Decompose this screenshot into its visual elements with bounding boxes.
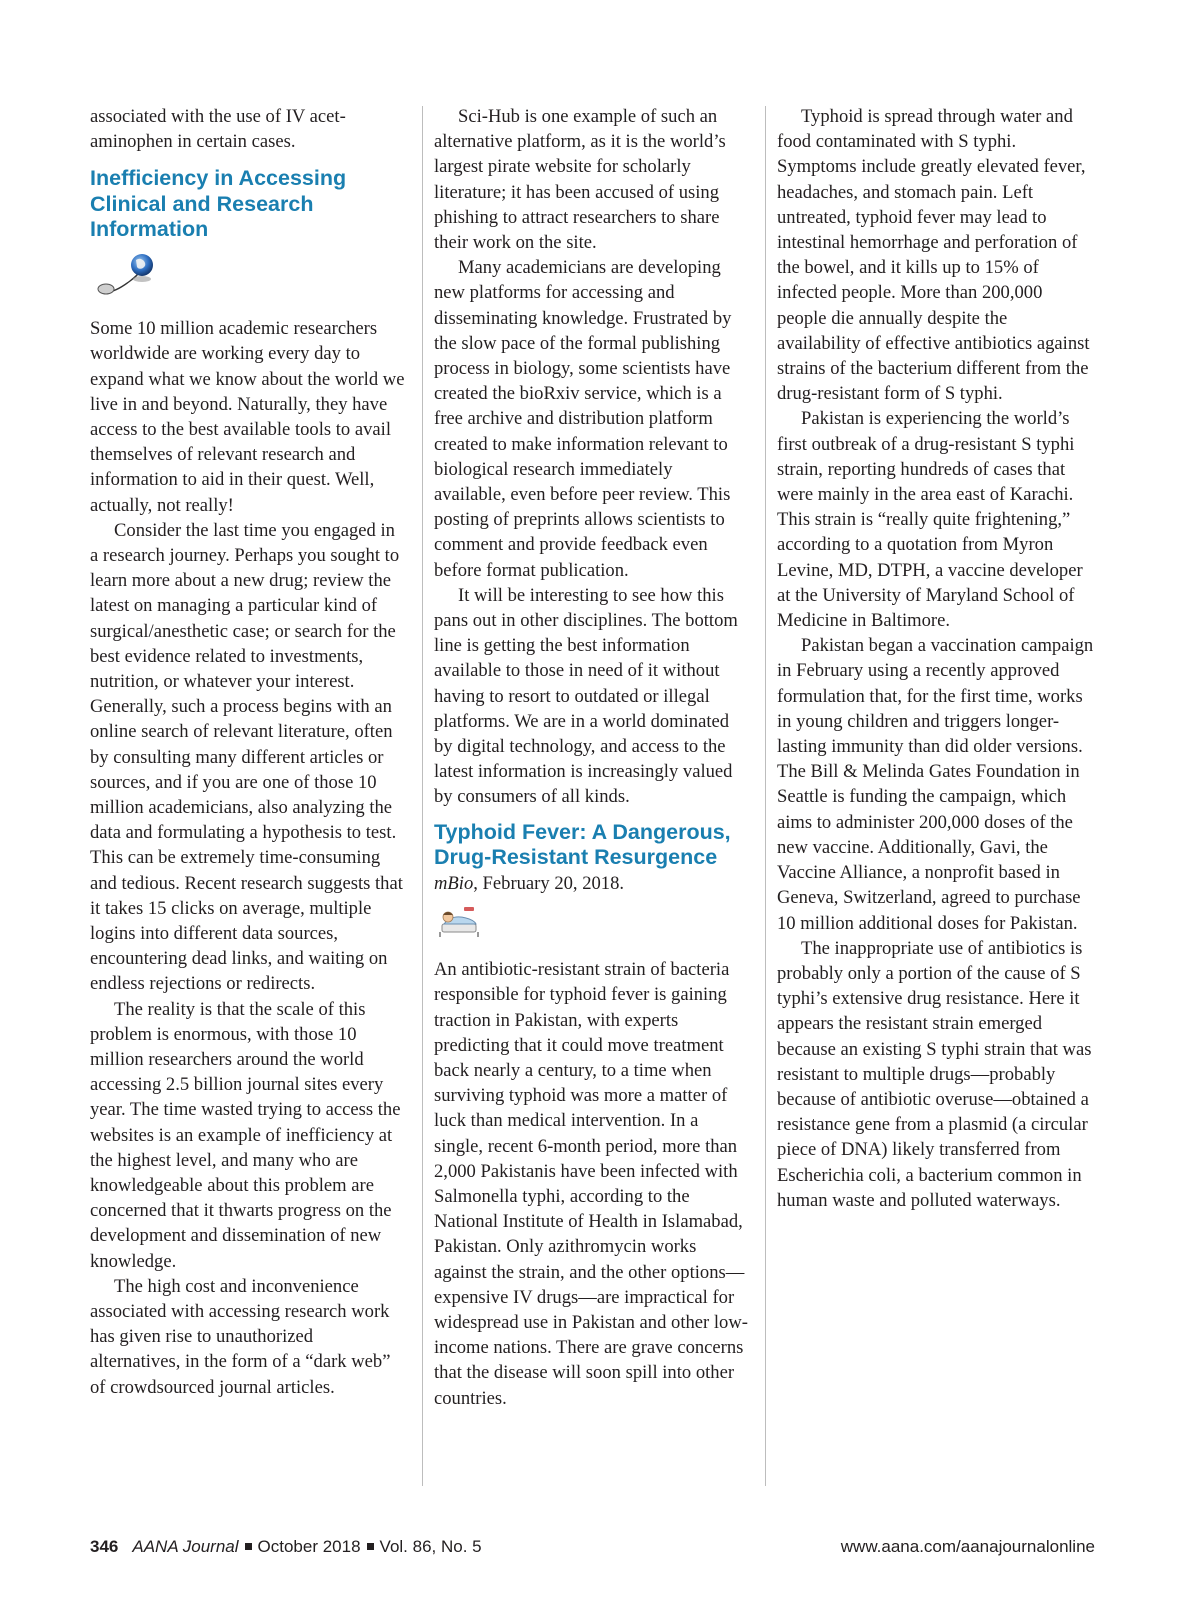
paragraph: The reality is that the scale of this problem is enormous, with those 10 million researchers around the world accessing 2.5 billion journal sites every year. The time wasted trying to access the websites is an example of inefficiency at the highest level, and many who are knowledgeable about this problem are concerned that it thwarts progress on the development and dissemination of new knowledge. bbox=[90, 998, 401, 1272]
column-1 bbox=[90, 104, 406, 1400]
source-journal: mBio bbox=[434, 872, 474, 894]
paragraph: The high cost and inconvenience associated with accessing research work has given rise to unauthorized alternatives, in the form of a “dark web” of crowdsourced journal articles. bbox=[90, 1275, 391, 1398]
section-heading-inefficiency: Inefficiency in Accessing Clinical and Research Information bbox=[90, 166, 347, 242]
column-3 bbox=[777, 104, 1095, 1213]
source-citation bbox=[434, 871, 748, 896]
paragraph: Consider the last time you engaged in a research journey. Perhaps you sought to learn more about a new drug; review the latest on managing a particular kind of surgical/anesthetic case; or search for the best evidence related to investments, nutrition, or whatever your interest. Generally, such a process begins with an online search of relevant literature, often by consulting many different articles or sources, and if you are one of those 10 million academicians, also analyzing the data and formulating a hypothesis to test. This can be extremely time-consuming and tedious. Recent research suggests that it takes 15 clicks on average, multiple logins into different data sources, encountering dead links, and waiting on endless rejections or redirects. bbox=[90, 519, 403, 995]
column-divider bbox=[422, 106, 423, 1486]
globe-mouse-icon bbox=[96, 251, 406, 304]
volume-issue: Vol. 86, No. 5 bbox=[379, 1537, 482, 1556]
source-date: , February 20, 2018. bbox=[473, 872, 625, 894]
column-2 bbox=[434, 104, 748, 1411]
paragraph: Pakistan is experiencing the world’s first outbreak of a drug-resistant S typhi strain, reporting hundreds of cases that were mainly in the area east of Karachi. This strain is “really quite frightening,” according to a quotation from Myron Levine, MD, DTPH, a vaccine developer at the University of Maryland School of Medicine in Baltimore. bbox=[777, 408, 1083, 632]
paragraph: It will be interesting to see how this pans out in other disciplines. The bottom line is getting the best information available to those in need of it without having to resort to outdated or illegal platforms. We are in a world dominated by digital technology, and access to the latest information is increasingly valued by consumers of all kinds. bbox=[434, 584, 738, 808]
separator-square bbox=[367, 1543, 374, 1550]
page-footer bbox=[90, 1537, 1095, 1561]
sick-patient-icon bbox=[438, 904, 748, 945]
footer-citation bbox=[90, 1537, 482, 1557]
page-number: 346 bbox=[90, 1537, 119, 1556]
paragraph: Many academicians are developing new platforms for accessing and disseminating knowledge. Frustrated by the slow pace of the formal publishing process in biology, some scientists have created the bioRxiv service, which is a free archive and distribution platform created to make information relevant to biological research immediately available, even before peer review. This posting of preprints allows scientists to comment and provide feedback even before format publication. bbox=[434, 257, 732, 581]
paragraph: Some 10 million academic researchers worldwide are working every day to expand what we know about the world we live in and beyond. Naturally, they have access to the best available tools to avail themselves of relevant research and information to aid in their quest. Well, actually, not really! bbox=[90, 318, 405, 516]
paragraph: The inappropriate use of antibiotics is probably only a portion of the cause of S typhi’s extensive drug resistance. Here it appears the resistant strain emerged because an existing S typhi strain that was resistant to multiple drugs—probably because of antibiotic overuse—obtained a resistance gene from a plasmid (a circular piece of DNA) likely transferred from Escherichia coli, a bacterium common in human waste and polluted waterways. bbox=[777, 937, 1092, 1211]
issue-date: October 2018 bbox=[257, 1537, 361, 1556]
journal-name: AANA Journal bbox=[132, 1537, 239, 1556]
paragraph: An antibiotic-resistant strain of bacteria responsible for typhoid fever is gaining traction in Pakistan, with experts predicting that it could move treatment back nearly a century, to a time when surviving typhoid was more a matter of luck than medical intervention. In a single, recent 6-month period, more than 2,000 Pakistanis have been infected with Salmonella typhi, according to the National Institute of Health in Islamabad, Pakistan. Only azithromycin works against the strain, and the other options—expensive IV drugs—are impractical for widespread use in Pakistan and other low-income nations. There are grave concerns that the disease will soon spill into other countries. bbox=[434, 959, 748, 1409]
paragraph: Typhoid is spread through water and food contaminated with S typhi. Symptoms include greatly elevated fever, headaches, and stomach pain. Left untreated, typhoid fever may lead to intestinal hemorrhage and perforation of the bowel, and it kills up to 15% of infected people. More than 200,000 people die annually despite the availability of effective antibiotics against strains of the bacterium different from the drug-resistant form of S typhi. bbox=[777, 106, 1090, 405]
separator-square bbox=[245, 1543, 252, 1550]
journal-url[interactable]: www.aana.com/aanajournalonline bbox=[840, 1537, 1095, 1556]
column-divider bbox=[765, 106, 766, 1486]
paragraph: Sci-Hub is one example of such an alternative platform, as it is the world’s largest pirate website for scholarly literature; it has been accused of using phishing to attract researchers to share their work on the site. bbox=[434, 106, 726, 254]
lead-fragment: associated with the use of IV acetaminophen in certain cases. bbox=[90, 106, 346, 153]
section-heading-typhoid: Typhoid Fever: A Dangerous, Drug-Resistant Resurgence bbox=[434, 819, 731, 870]
paragraph: Pakistan began a vaccination campaign in February using a recently approved formulation that, for the first time, works in young children and triggers longer-lasting immunity than did older versions. The Bill & Melinda Gates Foundation in Seattle is funding the campaign, which aims to administer 200,000 doses of the new vaccine. Additionally, Gavi, the Vaccine Alliance, a nonprofit based in Geneva, Switzerland, agreed to purchase 10 million additional doses for Pakistan. bbox=[777, 635, 1094, 934]
